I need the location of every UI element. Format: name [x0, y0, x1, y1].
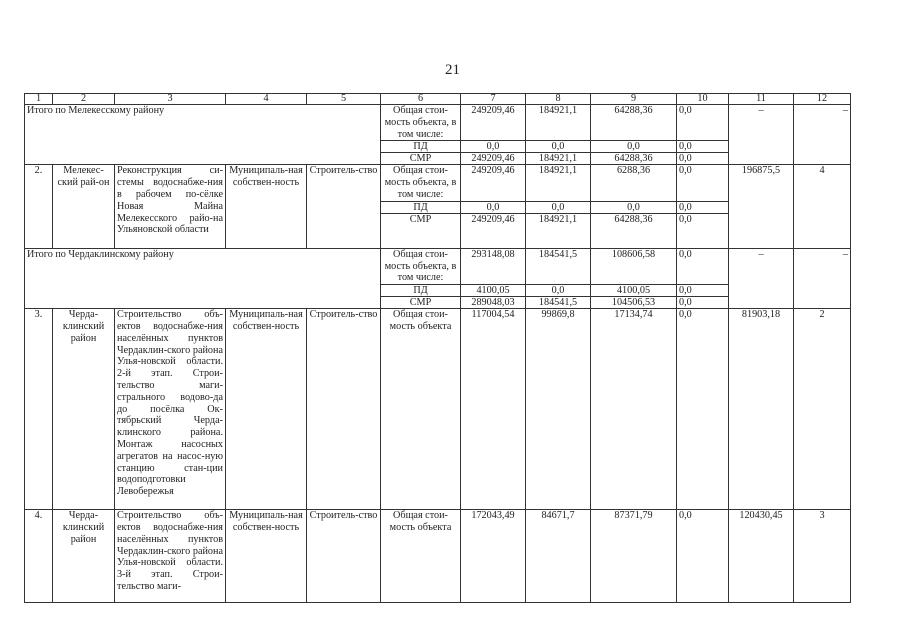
value-cell: 0,0 [591, 141, 677, 153]
district-total-label: Итого по Чердаклинскому району [25, 248, 381, 308]
value-cell: – [729, 105, 794, 165]
column-number: 11 [729, 94, 794, 105]
value-cell: 2 [794, 309, 851, 510]
column-number: 4 [226, 94, 307, 105]
cost-label: Общая стои-мость объекта, в том числе: [381, 165, 461, 201]
column-number: 2 [53, 94, 115, 105]
ownership-cell: Муниципаль-ная собствен-ность [226, 510, 307, 603]
value-cell: 0,0 [677, 297, 729, 309]
value-cell: – [729, 248, 794, 308]
cost-label: Общая стои-мость объекта, в том числе: [381, 248, 461, 284]
column-number: 5 [307, 94, 381, 105]
cost-label: Общая стои-мость объекта [381, 309, 461, 510]
value-cell: – [794, 105, 851, 165]
value-cell: 0,0 [526, 201, 591, 213]
value-cell: 0,0 [677, 248, 729, 284]
column-number: 6 [381, 94, 461, 105]
value-cell: 4100,05 [591, 285, 677, 297]
sub-label: СМР [381, 297, 461, 309]
value-cell: 104506,53 [591, 297, 677, 309]
value-cell: 249209,46 [461, 213, 526, 248]
work-type-cell: Строитель-ство [307, 309, 381, 510]
row-number: 2. [25, 165, 53, 248]
value-cell: 0,0 [677, 510, 729, 603]
value-cell: 108606,58 [591, 248, 677, 284]
column-number: 3 [115, 94, 226, 105]
value-cell: 4100,05 [461, 285, 526, 297]
value-cell: 64288,36 [591, 213, 677, 248]
ownership-cell: Муниципаль-ная собствен-ность [226, 165, 307, 248]
column-number-row [25, 94, 851, 105]
value-cell: 249209,46 [461, 105, 526, 141]
column-number: 7 [461, 94, 526, 105]
value-cell: 0,0 [677, 105, 729, 141]
cost-label: Общая стои-мость объекта, в том числе: [381, 105, 461, 141]
district-total-label: Итого по Мелекесскому району [25, 105, 381, 165]
cost-label: Общая стои-мость объекта [381, 510, 461, 603]
object-description: Строительство объ-ектов водоснабже-ния населённых пунктов Чердаклин-ского района Улья-новской области. 2-й этап. Строи-тельство маги-стрального водово-да до посёлка Ок-тябрьский Черда-клинского района. Монтаж насосных агрегатов на насос-ную станцию стан-ции водоподготовки Левобережья [115, 309, 226, 510]
value-cell: 293148,08 [461, 248, 526, 284]
value-cell: 184541,5 [526, 297, 591, 309]
value-cell: 81903,18 [729, 309, 794, 510]
object-description: Строительство объ-ектов водоснабже-ния населённых пунктов Чердаклин-ского района Улья-новской области. 3-й этап. Строи-тельство маги- [115, 510, 226, 603]
sub-label: СМР [381, 213, 461, 248]
value-cell: 196875,5 [729, 165, 794, 248]
district-cell: Мелекес-ский рай-он [53, 165, 115, 248]
value-cell: 3 [794, 510, 851, 603]
value-cell: 0,0 [677, 141, 729, 153]
value-cell: 0,0 [591, 201, 677, 213]
value-cell: 6288,36 [591, 165, 677, 201]
table-row [25, 165, 851, 201]
value-cell: 64288,36 [591, 105, 677, 141]
sub-label: ПД [381, 201, 461, 213]
page-number: 21 [445, 62, 460, 78]
district-cell: Черда-клинский район [53, 510, 115, 603]
row-number: 4. [25, 510, 53, 603]
value-cell: 0,0 [677, 153, 729, 165]
value-cell: 0,0 [677, 309, 729, 510]
column-number: 9 [591, 94, 677, 105]
value-cell: 87371,79 [591, 510, 677, 603]
value-cell: 0,0 [526, 141, 591, 153]
column-number: 8 [526, 94, 591, 105]
value-cell: 117004,54 [461, 309, 526, 510]
value-cell: 289048,03 [461, 297, 526, 309]
value-cell: 184921,1 [526, 213, 591, 248]
table-row [25, 510, 851, 603]
value-cell: 172043,49 [461, 510, 526, 603]
table-row [25, 309, 851, 510]
value-cell: 249209,46 [461, 153, 526, 165]
value-cell: 99869,8 [526, 309, 591, 510]
value-cell: 0,0 [677, 213, 729, 248]
value-cell: 0,0 [526, 285, 591, 297]
object-description: Реконструкция си-стемы водоснабже-ния в рабочем по-сёлке Новая Майна Мелекесского райо-на Ульяновской области [115, 165, 226, 248]
value-cell: 64288,36 [591, 153, 677, 165]
value-cell: 4 [794, 165, 851, 248]
work-type-cell: Строитель-ство [307, 165, 381, 248]
work-type-cell: Строитель-ство [307, 510, 381, 603]
value-cell: 184921,1 [526, 105, 591, 141]
value-cell: 0,0 [461, 201, 526, 213]
row-number: 3. [25, 309, 53, 510]
table-row [25, 248, 851, 284]
value-cell: 249209,46 [461, 165, 526, 201]
value-cell: 184541,5 [526, 248, 591, 284]
investment-table [24, 93, 851, 603]
value-cell: 184921,1 [526, 153, 591, 165]
value-cell: 184921,1 [526, 165, 591, 201]
value-cell: 0,0 [461, 141, 526, 153]
sub-label: СМР [381, 153, 461, 165]
sub-label: ПД [381, 141, 461, 153]
column-number: 10 [677, 94, 729, 105]
district-cell: Черда-клинский район [53, 309, 115, 510]
value-cell: 0,0 [677, 165, 729, 201]
value-cell: 120430,45 [729, 510, 794, 603]
sub-label: ПД [381, 285, 461, 297]
value-cell: 17134,74 [591, 309, 677, 510]
table-row [25, 105, 851, 141]
value-cell: 0,0 [677, 201, 729, 213]
column-number: 12 [794, 94, 851, 105]
value-cell: – [794, 248, 851, 308]
value-cell: 0,0 [677, 285, 729, 297]
value-cell: 84671,7 [526, 510, 591, 603]
column-number: 1 [25, 94, 53, 105]
ownership-cell: Муниципаль-ная собствен-ность [226, 309, 307, 510]
